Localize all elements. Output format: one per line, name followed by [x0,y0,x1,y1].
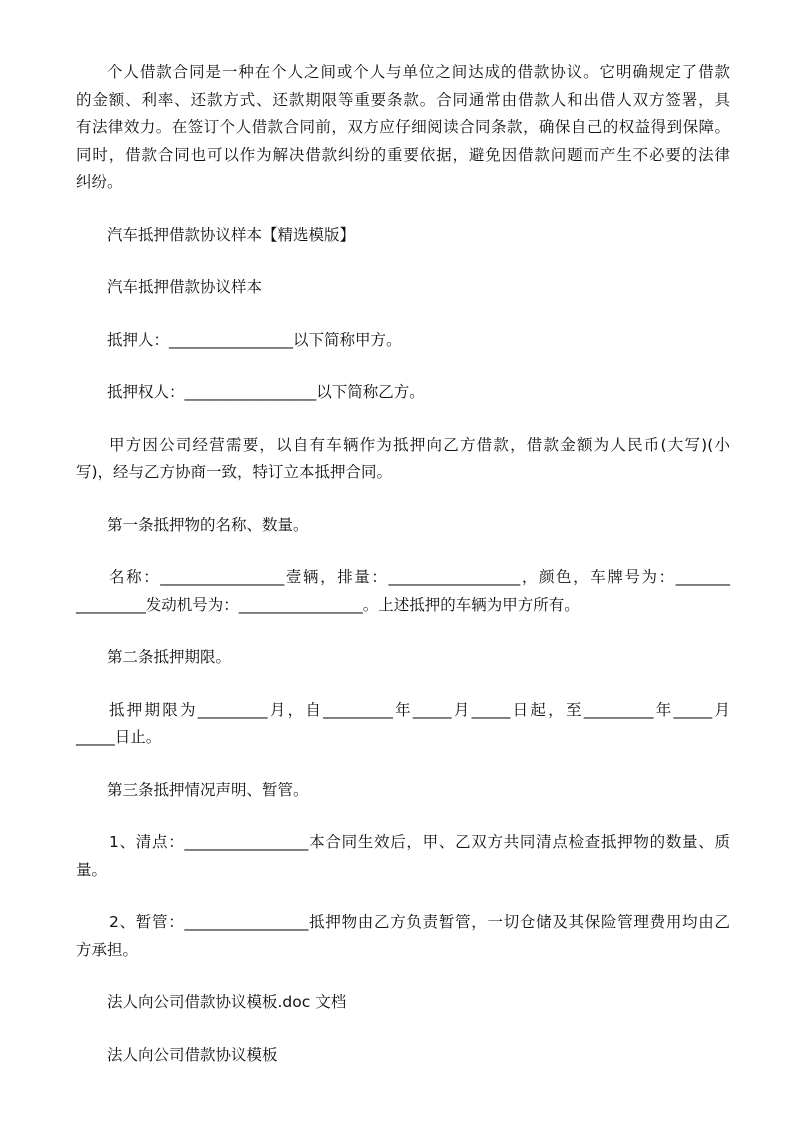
text-line: 法人向公司借款协议模板.doc 文档 [107,993,347,1011]
paragraph [76,512,730,540]
text-line: 抵押权人：_________________以下简称乙方。 [107,383,425,401]
text-line: 汽车抵押借款协议样本 [107,278,263,296]
paragraph [76,379,730,407]
text-line: 同时，借款合同也可以作为解决借款纠纷的重要依据，避免因借款问题而产生不必要的法律 [76,145,730,164]
text-line: 个人借款合同是一种在个人之间或个人与单位之间达成的借款协议。它明确规定了借款 [107,63,730,81]
text-line: _________发动机号为：________________。上述抵押的车辆为甲方所有。 [76,595,580,614]
paragraph [76,697,730,752]
text-line: 量。 [76,860,108,879]
paragraph [76,564,730,619]
text-line: 方承担。 [76,940,139,959]
text-line: 甲方因公司经营需要，以自有车辆作为抵押向乙方借款，借款金额为人民币(大写)(小 [109,435,730,454]
text-line: 的金额、利率、还款方式、还款期限等重要条款。合同通常由借款人和出借人双方签署，具 [76,90,730,109]
paragraph [76,222,730,250]
paragraph [76,777,730,805]
paragraph [76,59,730,197]
paragraph [76,327,730,355]
text-line: 1、清点：________________本合同生效后，甲、乙双方共同清点检查抵押物的数量、质 [109,833,730,851]
text-line: 法人向公司借款协议模板 [107,1045,278,1064]
document-page [76,59,730,1094]
text-line: 名称：________________壹辆，排量：_________________，颜色，车牌号为：_______ [109,568,730,586]
text-line: 抵押人：________________以下简称甲方。 [107,330,402,349]
paragraph [76,644,730,672]
paragraph [76,274,730,302]
text-line: 有法律效力。在签订个人借款合同前，双方应仔细阅读合同条款，确保自己的权益得到保障。 [76,118,730,136]
text-line: 2、暂管：________________抵押物由乙方负责暂管，一切仓储及其保险管理费用均由乙 [109,913,730,931]
text-line: 写)，经与乙方协商一致，特订立本抵押合同。 [76,463,393,481]
paragraph [76,909,730,964]
text-line: 纠纷。 [76,173,123,191]
paragraph [76,829,730,884]
text-line: _____日止。 [76,728,162,746]
paragraph [76,432,730,487]
text-line: 第一条抵押物的名称、数量。 [107,515,309,534]
text-line: 抵押期限为_________月，自_________年_____月_____日起，至_________年_____月 [109,700,730,719]
text-line: 汽车抵押借款协议样本【精选模版】 [107,225,356,244]
paragraph [76,1042,730,1070]
paragraph [76,989,730,1017]
text-line: 第三条抵押情况声明、暂管。 [107,780,309,799]
text-line: 第二条抵押期限。 [107,648,232,666]
